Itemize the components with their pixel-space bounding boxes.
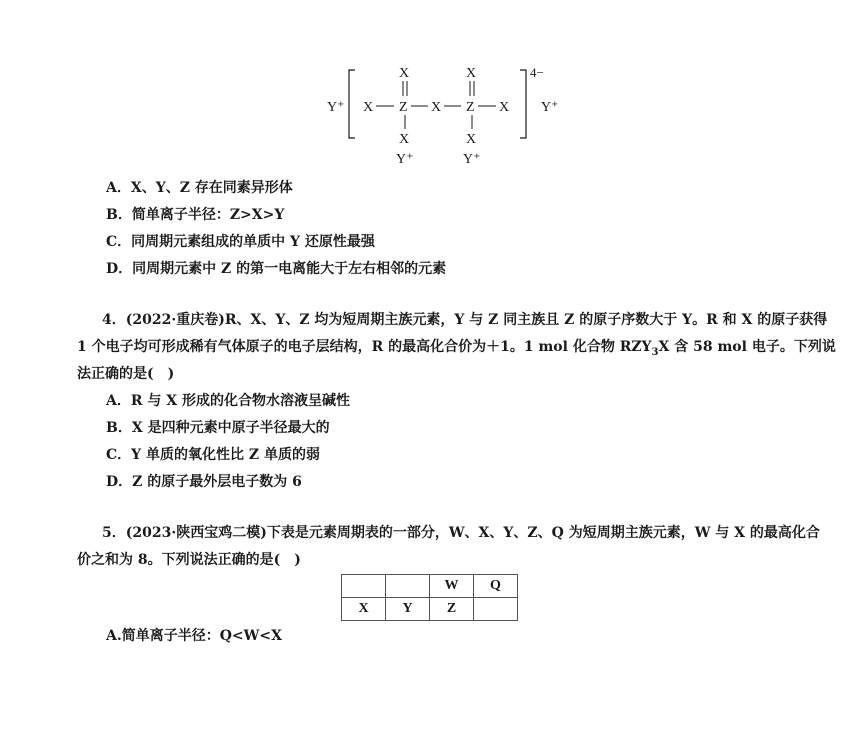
atom-x-right: X <box>499 100 510 115</box>
table-row <box>342 598 518 621</box>
q4-stem-line2-pre: 1 个电子均可形成稀有气体原子的电子层结构，R 的最高化合价为＋1。1 mol 化合物 RZY <box>77 339 652 355</box>
right-bracket <box>520 70 526 138</box>
table-cell: Y <box>386 598 430 621</box>
atom-x-top-1: X <box>399 66 410 81</box>
q3-option-b: B．简单离子半径：Z>X>Y <box>106 207 285 223</box>
q4-option-d: D．Z 的原子最外层电子数为 6 <box>106 474 302 490</box>
q5-option-a: A.简单离子半径：Q<W<X <box>106 628 282 644</box>
cation-bottom-1: Y⁺ <box>396 152 414 167</box>
atom-x-bridge: X <box>431 100 442 115</box>
table-cell: X <box>342 598 386 621</box>
q4-stem-line3: 法正确的是( ) <box>77 366 175 382</box>
q5-stem-line2: 价之和为 8。下列说法正确的是( ) <box>77 552 301 568</box>
table-cell <box>474 598 518 621</box>
table-cell <box>342 575 386 598</box>
q4-option-b: B．X 是四种元素中原子半径最大的 <box>106 420 330 436</box>
cation-bottom-2: Y⁺ <box>463 152 481 167</box>
charge-label: 4− <box>530 65 544 80</box>
atom-x-top-2: X <box>466 66 477 81</box>
q3-option-c: C．同周期元素组成的单质中 Y 还原性最强 <box>106 234 375 250</box>
q4-option-c: C．Y 单质的氧化性比 Z 单质的弱 <box>106 447 320 463</box>
table-row <box>342 575 518 598</box>
q4-subscript: 3 <box>651 346 659 358</box>
table-cell <box>386 575 430 598</box>
q4-option-a: A．R 与 X 形成的化合物水溶液呈碱性 <box>106 393 350 409</box>
q4-stem-line1: 4．(2022·重庆卷)R、X、Y、Z 均为短周期主族元素，Y 与 Z 同主族且 Z 的原子序数大于 Y。R 和 X 的原子获得 <box>102 312 828 328</box>
right-cation: Y⁺ <box>541 100 559 115</box>
table-cell: Z <box>430 598 474 621</box>
periodic-table-fragment <box>341 574 518 621</box>
q4-stem-line2 <box>77 338 836 362</box>
q3-option-d: D．同周期元素中 Z 的第一电离能大于左右相邻的元素 <box>106 261 447 277</box>
atom-x-left: X <box>363 100 374 115</box>
atom-x-bottom-2: X <box>466 132 477 147</box>
atom-z-2: Z <box>466 100 475 115</box>
q5-stem-line1: 5．(2023·陕西宝鸡二模)下表是元素周期表的一部分，W、X、Y、Z、Q 为短周期主族元素，W 与 X 的最高化合 <box>102 525 820 541</box>
left-bracket <box>349 70 355 138</box>
atom-z-1: Z <box>399 100 408 115</box>
q3-option-a: A．X、Y、Z 存在同素异形体 <box>106 180 293 196</box>
q4-stem-line2-post: X 含 58 mol 电子。下列说 <box>658 339 836 355</box>
table-cell: Q <box>474 575 518 598</box>
structural-formula-figure <box>327 60 562 170</box>
left-cation: Y⁺ <box>327 100 345 115</box>
table-cell: W <box>430 575 474 598</box>
atom-x-bottom-1: X <box>399 132 410 147</box>
